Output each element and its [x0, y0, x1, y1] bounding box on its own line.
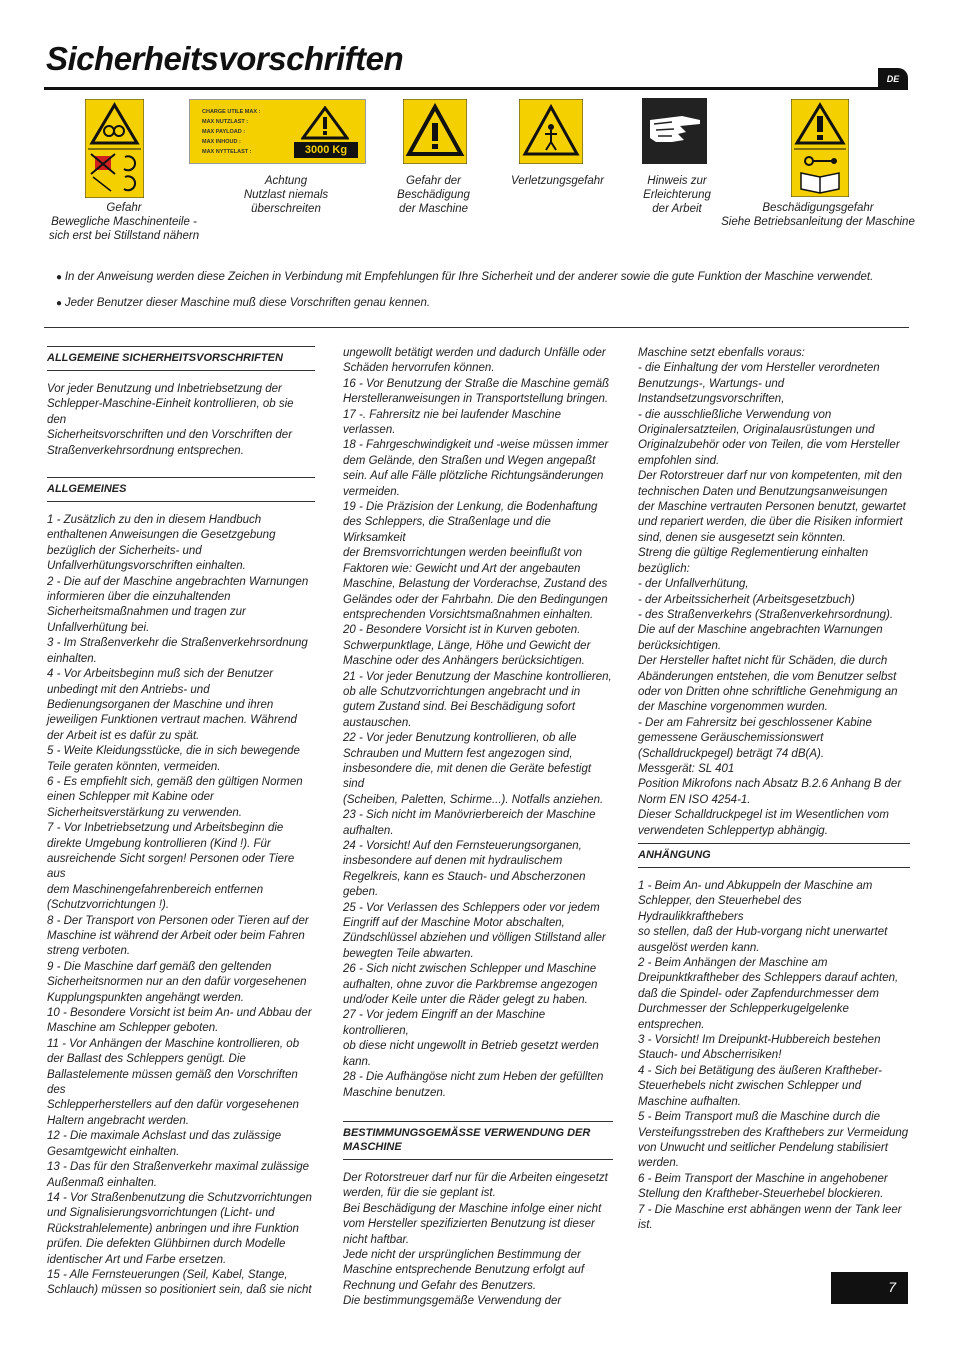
moving-parts-warning-icon	[85, 99, 144, 198]
payload-line: MAX NYTTELAST :	[202, 149, 252, 155]
payload-line: CHARGE UTILE MAX :	[202, 109, 261, 115]
machine-damage-warning-icon	[403, 99, 467, 164]
symbol-caption-hint: Hinweis zur Erleichterung der Arbeit	[643, 175, 711, 215]
intro-bullet: ● Jeder Benutzer dieser Maschine muß diese Vorschriften genau kennen.	[56, 297, 430, 309]
symbol-caption-moving-parts: Gefahr Bewegliche Maschinenteile - sich erst bei Stillstand nähern	[48, 202, 200, 242]
pointing-hand-icon	[642, 98, 707, 164]
symbol-caption-injury: Verletzungsgefahr	[511, 175, 604, 187]
paragraph: Maschine setzt ebenfalls voraus: - die Einhaltung der vom Hersteller verordneten Benutzungs-, Wartungs- und Instandsetzungsvorschriften, - die ausschließliche Verwendung von Originalersatzteilen, Originalausrüstungen und Originalzubehör oder von Teilen, die vom Hersteller empfohlen sind. Der Rotorstreuer darf nur von kompetenten, mit den technischen Daten und Benutzungsanweisungen der Maschine vertrauten Personen benutzt, gewartet und repariert werden, die über die Risiken informiert sind, denen sie ausgesetzt sein könnten. Streng die gültige Reglementierung einhalten bezüglich: - der Unfallverhütung, - der Arbeitssicherheit (Arbeitsgesetzbuch) - des Straßenverkehrs (Straßenverkehrsordnung). Die auf der Maschine angebrachten Warnungen berücksichtigen. Der Hersteller haftet nicht für Schäden, die durch Abänderungen entstehen, die vom Benutzer selbst oder von Dritten ohne schriftliche Genehmigung an der Maschine vorgenommen wurden. - Der am Fahrersitz bei geschlossener Kabine gemessene Geräuschemissionswert (Schalldruckpegel) beträgt 74 dB(A). Messgerät: SL 401 Position Mikrofons nach Absatz B.2.6 Anhang B der Norm EN ISO 4254-1. Dieser Schalldruckpegel ist im Wesentlichen vom verwendeten Schleppertyp abhängig.	[638, 347, 906, 837]
paragraph: Vor jeder Benutzung und Inbetriebsetzung der Schlepper-Maschine-Einheit kontrollieren, ob sie den Sicherheitsvorschriften und den Vorschriften der Straßenverkehrsordnung entsprechen.	[47, 383, 294, 457]
language-badge: DE	[878, 68, 908, 90]
column-3	[638, 346, 910, 1233]
injury-warning-icon	[519, 99, 583, 164]
paragraph: Der Rotorstreuer darf nur für die Arbeiten eingesetzt werden, für die sie geplant ist. Bei Beschädigung der Maschine infolge einer nicht vom Hersteller spezifizierten Benutzung ist dieser nicht haftbar. Jede nicht der ursprünglichen Bestimmung der Maschine entsprechende Benutzung erfolgt auf Rechnung und Gefahr des Benutzers. Die bestimmungsgemäße Verwendung der	[343, 1171, 608, 1308]
column-2	[343, 346, 613, 1310]
symbol-caption-read-manual: Beschädigungsgefahr Siehe Betriebsanleitung der Maschine	[721, 202, 915, 228]
section-divider	[44, 327, 909, 328]
symbol-caption-payload: Achtung Nutzlast niemals überschreiten	[243, 175, 329, 215]
payload-line: MAX NUTZLAST :	[202, 119, 249, 125]
payload-line: MAX INHOUD :	[202, 139, 241, 145]
paragraph: ungewollt betätigt werden und dadurch Unfälle oder Schäden hervorrufen können. 16 - Vor Benutzung der Straße die Maschine gemäß Herstelleranweisungen in Transportstellung bringen. 17 -. Fahrersitz nie bei laufender Maschine verlassen. 18 - Fahrgeschwindigkeit und -weise müssen immer dem Gelände, den Straßen und Wegen angepaßt sein. Auf alle Fälle plötzliche Richtungsänderungen vermeiden. 19 - Die Präzision der Lenkung, die Bodenhaftung des Schleppers, die Straßenlage und die Wirksamkeit der Bremsvorrichtungen werden beeinflußt von Faktoren wie: Gewicht und Art der angebauten Maschine, Belastung der Vorderachse, Zustand des Geländes oder der Fahrbahn. Die den Bedingungen entsprechenden Vorsichtsmaßnahmen einhalten. 20 - Besondere Vorsicht ist in Kurven geboten. Schwerpunktlage, Länge, Höhe und Gewicht der Maschine oder des Anhängers berücksichtigen. 21 - Vor jeder Benutzung der Maschine kontrollieren, ob alle Schutzvorrichtungen angebracht und in gutem Zustand sind. Bei Beschädigung sofort austauschen. 22 - Vor jeder Benutzung kontrollieren, ob alle Schrauben und Muttern fest angezogen sind, insbesondere die, mit denen die Geräte befestigt sind (Scheiben, Paletten, Schirme...). Notfalls anziehen. 23 - Sich nicht im Manövrierbereich der Maschine aufhalten. 24 - Vorsicht! Auf den Fernsteuerungsorganen, insbesondere auf denen mit hydraulischem Regelkreis, kann es Stauch- und Abscherzonen geben. 25 - Vor Verlassen des Schleppers oder vor jedem Eingriff auf der Maschine Motor abschalten, Zündschlüssel abziehen und völligen Stillstand aller bewegten Teile abwarten. 26 - Sich nicht zwischen Schlepper und Maschine aufhalten, ohne zuvor die Parkbremse angezogen und/oder Keile unter die Räder gelegt zu haben. 27 - Vor jedem Eingriff an der Maschine kontrollieren, ob diese nicht ungewollt in Betrieb gesetzt werden kann. 28 - Die Aufhängöse nicht zum Heben der gefüllten Maschine benutzen.	[343, 347, 612, 1099]
section-heading: ANHÄNGUNG	[638, 843, 910, 868]
symbol-caption-machine-damage: Gefahr der Beschädigung der Maschine	[397, 175, 470, 215]
column-1	[47, 346, 315, 1299]
section-heading: ALLGEMEINE SICHERHEITSVORSCHRIFTEN	[47, 346, 315, 371]
read-manual-warning-icon	[791, 99, 849, 197]
section-heading: BESTIMMUNGSGEMÄSSE VERWENDUNG DER MASCHINE	[343, 1121, 613, 1160]
title-rule	[44, 87, 878, 90]
section-heading: ALLGEMEINES	[47, 477, 315, 502]
intro-bullet: ● In der Anweisung werden diese Zeichen in Verbindung mit Empfehlungen für Ihre Sicherheit und der anderer sowie die gute Funktion der Maschine verwendet.	[56, 271, 873, 283]
paragraph: 1 - Zusätzlich zu den in diesem Handbuch enthaltenen Anweisungen die Gesetzgebung bezüglich der Sicherheits- und Unfallverhütungsvorschriften einhalten. 2 - Die auf der Maschine angebrachten Warnungen informieren über die einzuhaltenden Sicherheitsmaßnahmen und tragen zur Unfallverhütung bei. 3 - Im Straßenverkehr die Straßenverkehrsordnung einhalten. 4 - Vor Arbeitsbeginn muß sich der Benutzer unbedingt mit den Antriebs- und Bedienungsorganen der Maschine und ihren jeweiligen Funktionen vertraut machen. Während der Arbeit ist es dafür zu spät. 5 - Weite Kleidungsstücke, die in sich bewegende Teile geraten könnten, vermeiden. 6 - Es empfiehlt sich, gemäß den gültigen Normen einen Schlepper mit Kabine oder Sicherheitsverstärkung zu verwenden. 7 - Vor Inbetriebsetzung und Arbeitsbeginn die direkte Umgebung kontrollieren (Kind !). Für ausreichende Sicht sorgen! Personen oder Tiere aus dem Maschinengefahrenbereich entfernen (Schutzvorrichtungen !). 8 - Der Transport von Personen oder Tieren auf der Maschine ist während der Arbeit oder beim Fahren streng verboten. 9 - Die Maschine darf gemäß den geltenden Sicherheitsnormen nur an den dafür vorgesehenen Kupplungspunkten angehängt werden. 10 - Besondere Vorsicht ist beim An- und Abbau der Maschine am Schlepper geboten. 11 - Vor Anhängen der Maschine kontrollieren, ob der Ballast des Schleppers genügt. Die Ballastelemente müssen gemäß den Vorschriften des Schlepperherstellers auf den dafür vorgesehenen Haltern angebracht werden. 12 - Die maximale Achslast und das zulässige Gesamtgewicht einhalten. 13 - Das für den Straßenverkehr maximal zulässige Außenmaß einhalten. 14 - Vor Straßenbenutzung die Schutzvorrichtungen und Signalisierungsvorrichtungen (Licht- und Rückstrahlelemente) anbringen und ihre Funktion prüfen. Die defekten Glühbirnen durch Modelle identischer Art und Farbe ersetzen. 15 - Alle Fernsteuerungen (Seil, Kabel, Stange, Schlauch) müssen so positioniert sein, daß sie nicht	[47, 514, 312, 1297]
payload-line: MAX PAYLOAD :	[202, 129, 246, 135]
payload-value: 3000 Kg	[294, 142, 358, 158]
page-title: Sicherheitsvorschriften	[46, 40, 404, 77]
page-number: 7	[831, 1272, 908, 1304]
max-payload-sign	[189, 99, 366, 164]
warning-triangle-icon	[301, 106, 349, 140]
paragraph: 1 - Beim An- und Abkuppeln der Maschine am Schlepper, den Steuerhebel des Hydraulikkrafthebers so stellen, daß der Hub-vorgang nicht unerwartet ausgelöst werden kann. 2 - Beim Anhängen der Maschine am Dreipunktkraftheber des Schleppers darauf achten, daß die Spindel- oder Zapfendurchmesser dem Durchmesser der Schlepperkugelgelenke entsprechen. 3 - Vorsicht! Im Dreipunkt-Hubbereich bestehen Stauch- und Abscherrisiken! 4 - Sich bei Betätigung des äußeren Kraftheber- Steuerhebels nicht zwischen Schlepper und Maschine aufhalten. 5 - Beim Transport muß die Maschine durch die Versteifungsstreben des Krafthebers zur Vermeidung von Unwucht und seitlicher Pendelung stabilisiert werden. 6 - Beim Transport der Maschine in angehobener Stellung den Kraftheber-Steuerhebel blockieren. 7 - Die Maschine erst abhängen wenn der Tank leer ist.	[638, 880, 909, 1231]
